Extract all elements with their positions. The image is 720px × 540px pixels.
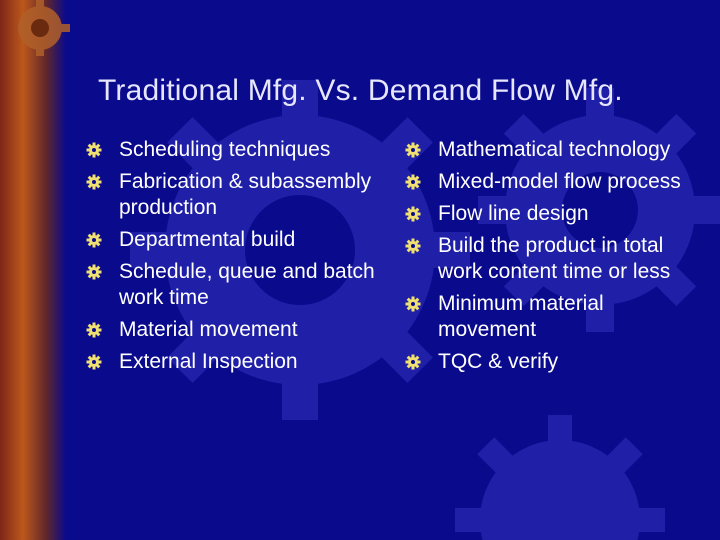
demand-flow-item-text: Minimum material movement <box>438 292 604 341</box>
demand-flow-list <box>405 137 705 381</box>
demand-flow-item <box>405 233 705 285</box>
gear-bullet-icon <box>86 322 102 338</box>
gear-bullet-icon <box>405 354 421 370</box>
demand-flow-item <box>405 349 705 375</box>
gear-bullet-icon <box>86 174 102 190</box>
gear-bullet-icon <box>405 296 421 312</box>
gear-bullet-icon <box>405 142 421 158</box>
gear-bullet-icon <box>86 264 102 280</box>
traditional-item <box>86 349 386 375</box>
slide-title: Traditional Mfg. Vs. Demand Flow Mfg. <box>98 74 623 107</box>
gear-bullet-icon <box>405 206 421 222</box>
traditional-list <box>86 137 386 381</box>
traditional-item-text: Schedule, queue and batch work time <box>119 260 375 309</box>
traditional-item-text: Scheduling techniques <box>119 138 331 161</box>
demand-flow-item-text: Flow line design <box>438 202 589 225</box>
demand-flow-item-text: Build the product in total work content time or less <box>438 234 671 283</box>
gear-bullet-icon <box>405 238 421 254</box>
demand-flow-item-text: Mixed-model flow process <box>438 170 681 193</box>
demand-flow-item <box>405 169 705 195</box>
gear-bullet-icon <box>86 354 102 370</box>
traditional-item-text: Fabrication & subassembly production <box>119 170 372 219</box>
gear-bullet-icon <box>405 174 421 190</box>
demand-flow-item <box>405 201 705 227</box>
traditional-item <box>86 317 386 343</box>
demand-flow-item <box>405 291 705 343</box>
traditional-item <box>86 227 386 253</box>
gear-bullet-icon <box>86 232 102 248</box>
traditional-item-text: Material movement <box>119 318 298 341</box>
demand-flow-item <box>405 137 705 163</box>
traditional-item-text: External Inspection <box>119 350 298 373</box>
demand-flow-item-text: TQC & verify <box>438 350 559 373</box>
traditional-item <box>86 169 386 221</box>
left-edge-decoration <box>0 0 66 540</box>
demand-flow-item-text: Mathematical technology <box>438 138 671 161</box>
traditional-item <box>86 137 386 163</box>
gear-bullet-icon <box>86 142 102 158</box>
traditional-item-text: Departmental build <box>119 228 296 251</box>
traditional-item <box>86 259 386 311</box>
